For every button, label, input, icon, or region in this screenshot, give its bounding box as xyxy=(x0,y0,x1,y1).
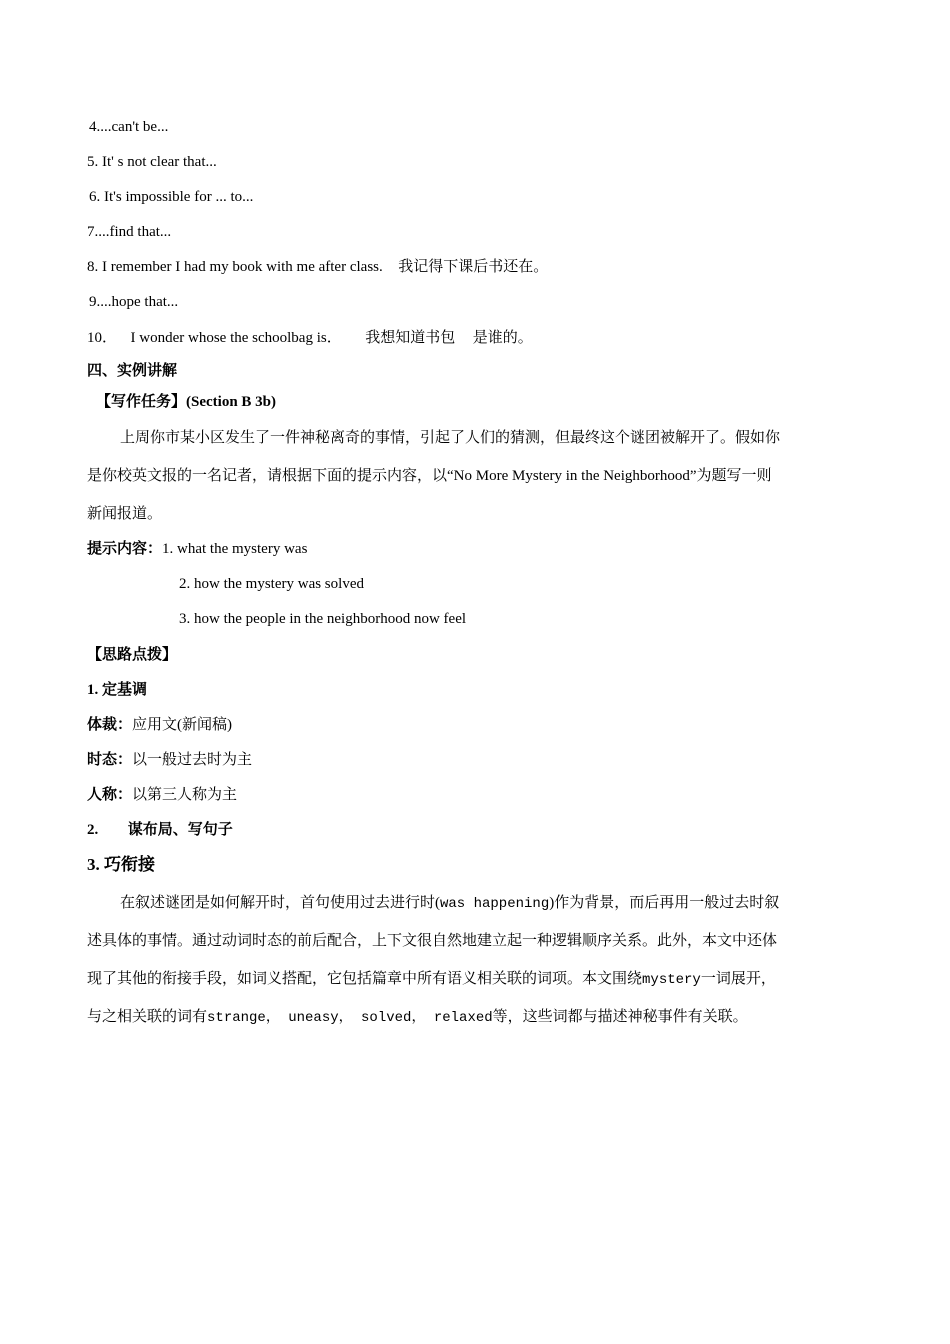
sentence-10-english: I wonder whose the schoolbag is． xyxy=(130,330,342,346)
sentence-6: 6. It's impossible for ... to... xyxy=(89,189,254,205)
sentence-8-chinese: 我记得下课后书还在。 xyxy=(398,259,549,275)
code-related-words: strange， uneasy， solved， relaxed xyxy=(207,1010,493,1026)
genre-value: 应用文(新闻稿) xyxy=(132,717,233,733)
task-paragraph-line-3: 新闻报道。 xyxy=(87,506,163,522)
cohesion-text-4a: 与之相关联的词有 xyxy=(87,1009,208,1025)
step-2-text: 谋布局、写句子 xyxy=(127,822,233,838)
sentence-10-chinese-2: 是谁的。 xyxy=(472,330,533,346)
cohesion-text-3b: 一词展开， xyxy=(700,971,776,987)
hint-item-3: 3. how the people in the neighborhood now feel xyxy=(179,611,467,627)
hint-label: 提示内容： xyxy=(87,541,163,557)
genre-label: 体裁： xyxy=(87,717,133,733)
sentence-10-chinese-1: 我想知道书包 xyxy=(365,330,456,346)
cohesion-text-4b: 等，这些词都与描述神秘事件有关联。 xyxy=(492,1009,748,1025)
cohesion-paragraph-line-1 xyxy=(120,893,779,914)
step-2-heading xyxy=(87,820,233,840)
cohesion-text-1b: )作为背景，而后再用一般过去时叙 xyxy=(549,895,780,911)
writing-task-label: 【写作任务】(Section B 3b) xyxy=(96,394,277,410)
sentence-8 xyxy=(87,257,548,277)
guide-heading: 【思路点拨】 xyxy=(87,647,178,663)
tense-label: 时态： xyxy=(87,752,133,768)
sentence-4: 4....can't be... xyxy=(89,119,169,135)
task-paragraph-line-1: 上周你市某小区发生了一件神秘离奇的事情，引起了人们的猜测，但最终这个谜团被解开了。假如你 xyxy=(120,430,781,446)
sentence-8-english: 8. I remember I had my book with me after class. xyxy=(87,259,383,275)
person-value: 以第三人称为主 xyxy=(132,787,238,803)
code-mystery: mystery xyxy=(642,972,701,988)
step-3-heading: 3. 巧衔接 xyxy=(87,855,155,874)
sentence-7: 7....find that... xyxy=(87,224,172,240)
cohesion-paragraph-line-3 xyxy=(87,969,776,990)
hint-item-2: 2. how the mystery was solved xyxy=(179,576,364,592)
person-row xyxy=(87,785,237,805)
section-4-heading: 四、实例讲解 xyxy=(87,363,178,379)
cohesion-paragraph-line-4 xyxy=(87,1007,748,1028)
sentence-10-number: 10． xyxy=(87,330,118,346)
genre-row xyxy=(87,715,232,735)
step-1-heading: 1. 定基调 xyxy=(87,682,148,698)
hint-row-1 xyxy=(87,539,307,559)
sentence-5: 5. It' s not clear that... xyxy=(87,154,217,170)
sentence-10 xyxy=(87,328,533,348)
task-paragraph-line-2: 是你校英文报的一名记者，请根据下面的提示内容，以“No More Mystery in the Neighborhood”为题写一则 xyxy=(87,468,772,484)
cohesion-text-1a: 在叙述谜团是如何解开时，首句使用过去进行时( xyxy=(120,895,440,911)
sentence-9: 9....hope that... xyxy=(89,294,179,310)
tense-row xyxy=(87,750,252,770)
cohesion-paragraph-line-2: 述具体的事情。通过动词时态的前后配合，上下文很自然地建立起一种逻辑顺序关系。此外，本文中还体 xyxy=(87,933,778,949)
cohesion-text-3a: 现了其他的衔接手段，如词义搭配，它包括篇章中所有语义相关联的词项。本文围绕 xyxy=(87,971,643,987)
person-label: 人称： xyxy=(87,787,133,803)
hint-item-1: 1. what the mystery was xyxy=(162,541,308,557)
step-2-number: 2. xyxy=(87,822,99,838)
code-was-happening: was happening xyxy=(440,896,550,912)
tense-value: 以一般过去时为主 xyxy=(132,752,253,768)
